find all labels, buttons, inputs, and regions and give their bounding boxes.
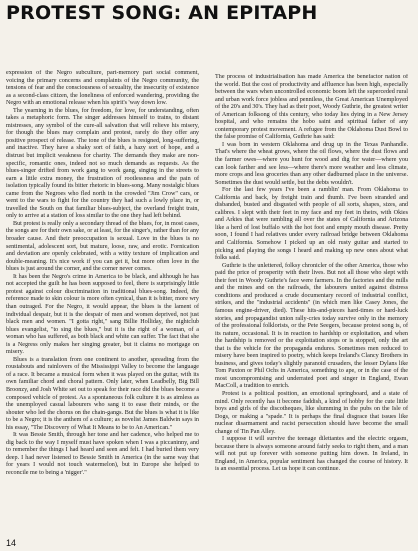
right-column (215, 74, 408, 540)
headline: PROTEST SONG: AN EPITAPH (6, 2, 318, 24)
paragraph: But protest is really only a secondary thread of the blues, for, in most cases, the songs are for their own sake, or at least, for the singer's, rather than for any broader cause. And their preoccupation is sexual. Love in the blues is no sentimental, adolescent sort, but mature, loose, raw, and erotic. Fornication and deviation are openly celebrated, with a witty texture of implication and double-meaning. It's nice work if you can get it, but more often love in the blues is just around the corner, and the corner never comes. (6, 220, 199, 273)
paragraph: The yearning in the blues, for freedom, for love, for understanding, often takes a metaphoric form. The singer addresses himself to trains, to distant mistresses, any symbol of the cure-all salvation that will relieve his misery, for though the blues may complain and protest, rarely do they offer any positive prospect of release. The tone of the blues is resigned, long-suffering, and inactive. They have a shaky sort of faith, a hazy sort of hope, and a distrust but implicit weakness for charity. The demands they make are non-specific, romantic ones, indeed not so much demands as requests. As the blues-singer drifted from work gang to work gang, singing in the streets to earn a little extra money, the frustration of rootlessness and the pain of isolation typically found its bitter rhetoric in blues-song. Many nostalgic blues came from the Negroes who fled north in the crowded "Jim Crow" cars, or went to the wars to fight for the country they had such a lowly place in, or travelled the South on that familiar blues-subject, the overland freight train, only to arrive at a station of loss similar to the one they had left behind. (6, 107, 199, 220)
paragraph: Guthrie is the unlettered, folksy chronicler of the other America, those who paid the price of prosperity with their lives. But not all those who slept with their feet in Woody Guthrie's face were farmers. In the factories and the mills and the mines and on the railroads, the labourers united against distress conditions and produced a crude documentary record of industrial conflict, strikes, and the "industrial accidents" (in which men like Casey Jones, the famous engine-driver, died). These hits-and-pieces hard-times or hard-luck stories, and propagandist union rally-cries today survive only in the memory of the professional folklorists, or the Pete Seegers, because protest song is, of its nature, occasional. It is in reaction to hardship or exploitation, and when the hardship is removed or the exploitation stops or is stopped, only the art that is the vehicle for the propaganda endures. Sometimes men reduced to misery have been inspired to poetry, which keeps Ireland's Clancy Brothers in business, and gives today's slightly paranoid crusaders, the lesser Dylans like Tom Paxton or Phil Ochs in America, something to ape, or in the case of the most uncompromising and underrated poet and singer in England, Ewan MacColl, a tradition to enrich. (215, 262, 408, 390)
paragraph: The process of industrialisation has made America the benefactor nation of the world. But the cost of productivity and affluence has been high, especially between the wars when uncontrolled economic boom left the superceded rural and urban work force jobless and penniless, the Great American Unemployed of the 20's and 30's. They had as their poet, Woody Guthrie, the greatest writer of American folksong of this century, who today lies dying in a New Jersey hospital, and who remains the hobo saint and spiritual father of any contemporary protest movement. A refugee from the Oklahoma Dust Bowl to the false promise of California, Guthrie has said: (215, 74, 408, 141)
paragraph: expression of the Negro subculture, part-memory part social comment, voicing the primary concerns and complaints of the Negro community, the tensions of fear and the consciousness of sexuality, the insecurity of existence as a second-class citizen, the loneliness of enforced wandering, providing the Negro with an emotional release when his spirit's 'way down low. (6, 70, 199, 107)
quote-paragraph: I was born in western Oklahoma and drug up in the Texas Panhandle. That's where the wheat grows, where the oil flows, where the dust flows and the farmer owes—where you hunt for wood and dig for water—where you can look farther and see less—where there's more weather and less climate, more crops and less groceries than any other dadburned place in the universe. Sometimes the dust would settle, but the debts wouldn't. (215, 141, 408, 186)
left-column (6, 70, 199, 536)
paragraph: It was Bessie Smith, through her tone and her cadence, who helped me to dig back to the way I myself must have spoken when I was a piccaninny, and to remember the things I had heard and seen and felt. I had buried them very deep. I had never listened to Bessie Smith in America (in the same way that for years I would not touch watermelon), but in Europe she helped to reconcile me to being a 'nigger'." (6, 432, 199, 476)
quote-paragraph: For the last few years I've been a ramblin' man. From Oklahoma to California and back, by freight train and thumb. I've been stranded and disbanded, busted and disgusted with people of all sorts, shapes, sizes, and calibres. I slept with their feet in my face and my feet in theirs, with Okies and Arkies that were rambling all over the states of California and Arizona like a herd of lost buffalo with the hot foot and empty mouth disease. Pretty soon, I found I had relatives under every railroad bridge between Oklahoma and California. Somehow I picked up an old rusty guitar and started to picking and playing the songs I heard and making up new ones about what folks said. (215, 187, 408, 262)
paragraph: Protest is a political position, an emotional springboard, and a state of mind. Only recently has it become faddish, a kind of hobby for the cute little boys and girls of the discotheques, like slumming in the pubs on the Isle of Dogs, or making a "spade." It is perhaps the final disgrace that issues like nuclear disarmament and racist persecution should have become the small change of Tin Pan Alley. (215, 390, 408, 435)
paragraph: Blues is a translation from one continent to another, spreading from the roustabouts and rainlovers of the Mississippi Valley to become the language of a race. It became a musical form when it was played on the guitar, with its own familiar chord and choral pattern. Only later, when Leadbelly, Big Bill Broonzy, and Josh White set out to speak for their race did the blues become a composed vehicle of protest. As a spontaneous folk culture it is as aimless as the unemployed casual labourers who sang it to ease their minds, or the shouter who led the chorus on the chain-gangs. But the blues is what it is like to be a Negro; it is the anthem of a culture; as novelist James Baldwin says in his essay, "The Discovery of What It Means to be to An American." (6, 356, 199, 431)
paragraph: It has been the Negro's crime in America to be black, and although he has not accepted the guilt he has been supposed to feel, there is surprisingly little protest against colour discrimination in traditional blues-song. Indeed, the reference made to skin colour is more often cynical, than it is bitter, more wry than outraged. For the Negro, it would appear, the blues is the lament of individual despair, but it is the despair of men and women deprived, not just black men and women. "I gotta right," sang Billie Holliday, the nightclub blues evangelist, "to sing the blues," but it is the right of a woman, of a woman who has suffered, as both black and white can suffer. The fact that she is a Negress only makes her singing greater, but it claims no mortgage on misery. (6, 273, 199, 356)
paragraph: I suppose it will survive the teenage dilettantes and the electric orgasm, because there is always someone around fairly seeks to right them, and a man will not put up forever with someone putting him down. In Ireland, in England, in America, popular sentiment has changed the course of history. It is an essential process. Let us hope it can continue. (215, 436, 408, 473)
page-number: 14 (6, 538, 17, 548)
